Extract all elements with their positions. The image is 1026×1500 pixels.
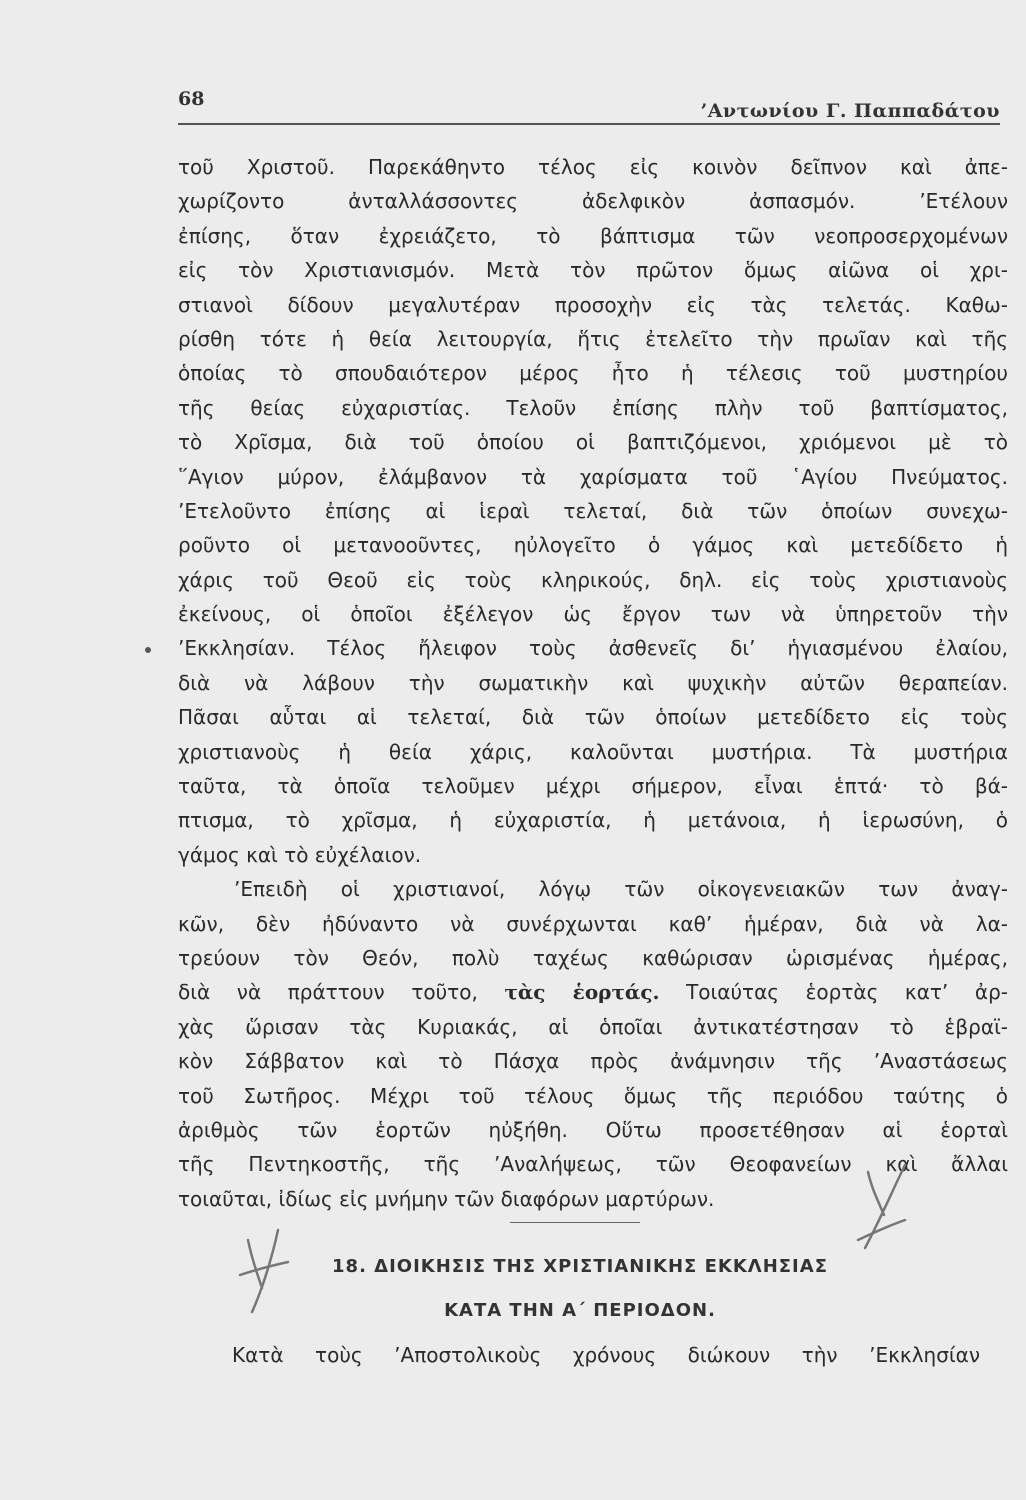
text-line: ’Επειδὴ οἱ χριστιανοί, λόγῳ τῶν οἰκογενειακῶν των ἀναγ-	[234, 877, 1008, 902]
text-line: πτισμα, τὸ χρῖσμα, ἡ εὐχαριστία, ἡ μετάνοια, ἡ ἱερωσύνη, ὁ	[178, 808, 1008, 833]
text-line: τρεύουν τὸν Θεόν, πολὺ ταχέως καθώρισαν ὡρισμένας ἡμέρας,	[178, 945, 1008, 970]
text-line: κὸν Σάββατον καὶ τὸ Πάσχα πρὸς ἀνάμνησιν τῆς ’Αναστάσεως	[178, 1049, 1008, 1074]
section-subheading: ΚΑΤΑ ΤΗΝ Α΄ ΠΕΡΙΟΔΟΝ.	[444, 1300, 716, 1321]
section-divider	[510, 1222, 640, 1223]
page-number: 68	[178, 88, 205, 110]
text-line: στιανοὶ δίδουν μεγαλυτέραν προσοχὴν εἰς τὰς τελετάς. Καθω-	[178, 292, 1008, 317]
section-first-line: Κατὰ τοὺς ’Αποστολικοὺς χρόνους διώκουν τὴν ’Εκκλησίαν	[232, 1343, 980, 1367]
text-line: εἰς τὸν Χριστιανισμόν. Μετὰ τὸν πρῶτον ὅμως αἰῶνα οἱ χρι-	[178, 258, 1008, 283]
text-line: τῆς Πεντηκοστῆς, τῆς ’Αναλήψεως, τῶν Θεοφανείων καὶ ἄλλαι	[178, 1152, 1008, 1177]
text-line: ἐκείνους, οἱ ὁποῖοι ἐξέλεγον ὡς ἔργον των νὰ ὑπηρετοῦν τὴν	[178, 602, 1008, 627]
text-line: τοιαῦται, ἰδίως εἰς μνήμην τῶν διαφόρων μαρτύρων.	[178, 1186, 715, 1211]
text-line: ἐπίσης, ὅταν ἐχρειάζετο, τὸ βάπτισμα τῶν νεοπροσερχομένων	[178, 223, 1008, 248]
ink-speck	[145, 647, 151, 653]
text-line: τοῦ Χριστοῦ. Παρεκάθηντο τέλος εἰς κοινὸν δεῖπνον καὶ ἀπε-	[178, 155, 1008, 179]
page-header	[178, 82, 1000, 122]
text-line: χὰς ὥρισαν τὰς Κυριακάς, αἱ ὁποῖαι ἀντικατέστησαν τὸ ἑβραϊ-	[178, 1014, 1008, 1039]
text-line: τὸ Χρῖσμα, διὰ τοῦ ὁποίου οἱ βαπτιζόμενοι, χριόμενοι μὲ τὸ	[178, 430, 1008, 455]
running-head: ’Αντωνίου Γ. Παππαδάτου	[700, 100, 1000, 122]
text-line: ῞Αγιον μύρον, ἐλάμβανον τὰ χαρίσματα τοῦ ῾Αγίου Πνεύματος.	[178, 464, 1008, 489]
text-line: χάρις τοῦ Θεοῦ εἰς τοὺς κληρικούς, δηλ. εἰς τοὺς χριστιανοὺς	[178, 567, 1008, 592]
text-line: ’Εκκλησίαν. Τέλος ἤλειφον τοὺς ἀσθενεῖς δι’ ἡγιασμένου ἐλαίου,	[178, 636, 1008, 661]
text-line: ροῦντο οἱ μετανοοῦντες, ηὐλογεῖτο ὁ γάμος καὶ μετεδίδετο ἡ	[178, 533, 1008, 558]
emphasized-term: τὰς ἑορτάς.	[504, 980, 660, 1005]
text-run: Τοιαύτας ἑορτὰς κατ’ ἀρ-	[659, 980, 1008, 1005]
text-line: κῶν, δὲν ἠδύναντο νὰ συνέρχωνται καθ’ ἡμέραν, διὰ νὰ λα-	[178, 911, 1008, 936]
header-rule	[178, 123, 1000, 125]
text-line: ὁποίας τὸ σπουδαιότερον μέρος ἦτο ἡ τέλεσις τοῦ μυστηρίου	[178, 361, 1008, 386]
text-line: ρίσθη τότε ἡ θεία λειτουργία, ἥτις ἐτελεῖτο τὴν πρωῖαν καὶ τῆς	[178, 326, 1008, 351]
text-line: Πᾶσαι αὗται αἱ τελεταί, διὰ τῶν ὁποίων μετεδίδετο εἰς τοὺς	[178, 705, 1008, 730]
text-line: τῆς θείας εὐχαριστίας. Τελοῦν ἐπίσης πλὴν τοῦ βαπτίσματος,	[178, 395, 1008, 420]
text-line: ταῦτα, τὰ ὁποῖα τελοῦμεν μέχρι σήμερον, εἶναι ἑπτά· τὸ βά-	[178, 774, 1008, 799]
text-line: χωρίζοντο ἀνταλλάσσοντες ἀδελφικὸν ἀσπασμόν. ’Ετέλουν	[178, 189, 1008, 214]
text-run: διὰ νὰ πράττουν τοῦτο,	[178, 980, 505, 1005]
body-text	[178, 150, 1008, 1216]
text-line: διὰ νὰ λάβουν τὴν σωματικὴν καὶ ψυχικὴν αὐτῶν θεραπείαν.	[178, 670, 1008, 695]
text-line: ἀριθμὸς τῶν ἑορτῶν ηὐξήθη. Οὕτω προσετέθησαν αἱ ἑορταὶ	[178, 1117, 1008, 1142]
section-heading: 18. ΔΙΟΙΚΗΣΙΣ ΤΗΣ ΧΡΙΣΤΙΑΝΙΚΗΣ ΕΚΚΛΗΣΙΑΣ	[332, 1256, 828, 1277]
text-line: χριστιανοὺς ἡ θεία χάρις, καλοῦνται μυστήρια. Τὰ μυστήρια	[178, 739, 1008, 764]
text-line: γάμος καὶ τὸ εὐχέλαιον.	[178, 842, 422, 867]
text-line: τοῦ Σωτῆρος. Μέχρι τοῦ τέλους ὅμως τῆς περιόδου ταύτης ὁ	[178, 1083, 1008, 1108]
text-line-with-emphasis	[178, 975, 1008, 1009]
text-line: ’Ετελοῦντο ἐπίσης αἱ ἱεραὶ τελεταί, διὰ τῶν ὁποίων συνεχω-	[178, 498, 1008, 523]
